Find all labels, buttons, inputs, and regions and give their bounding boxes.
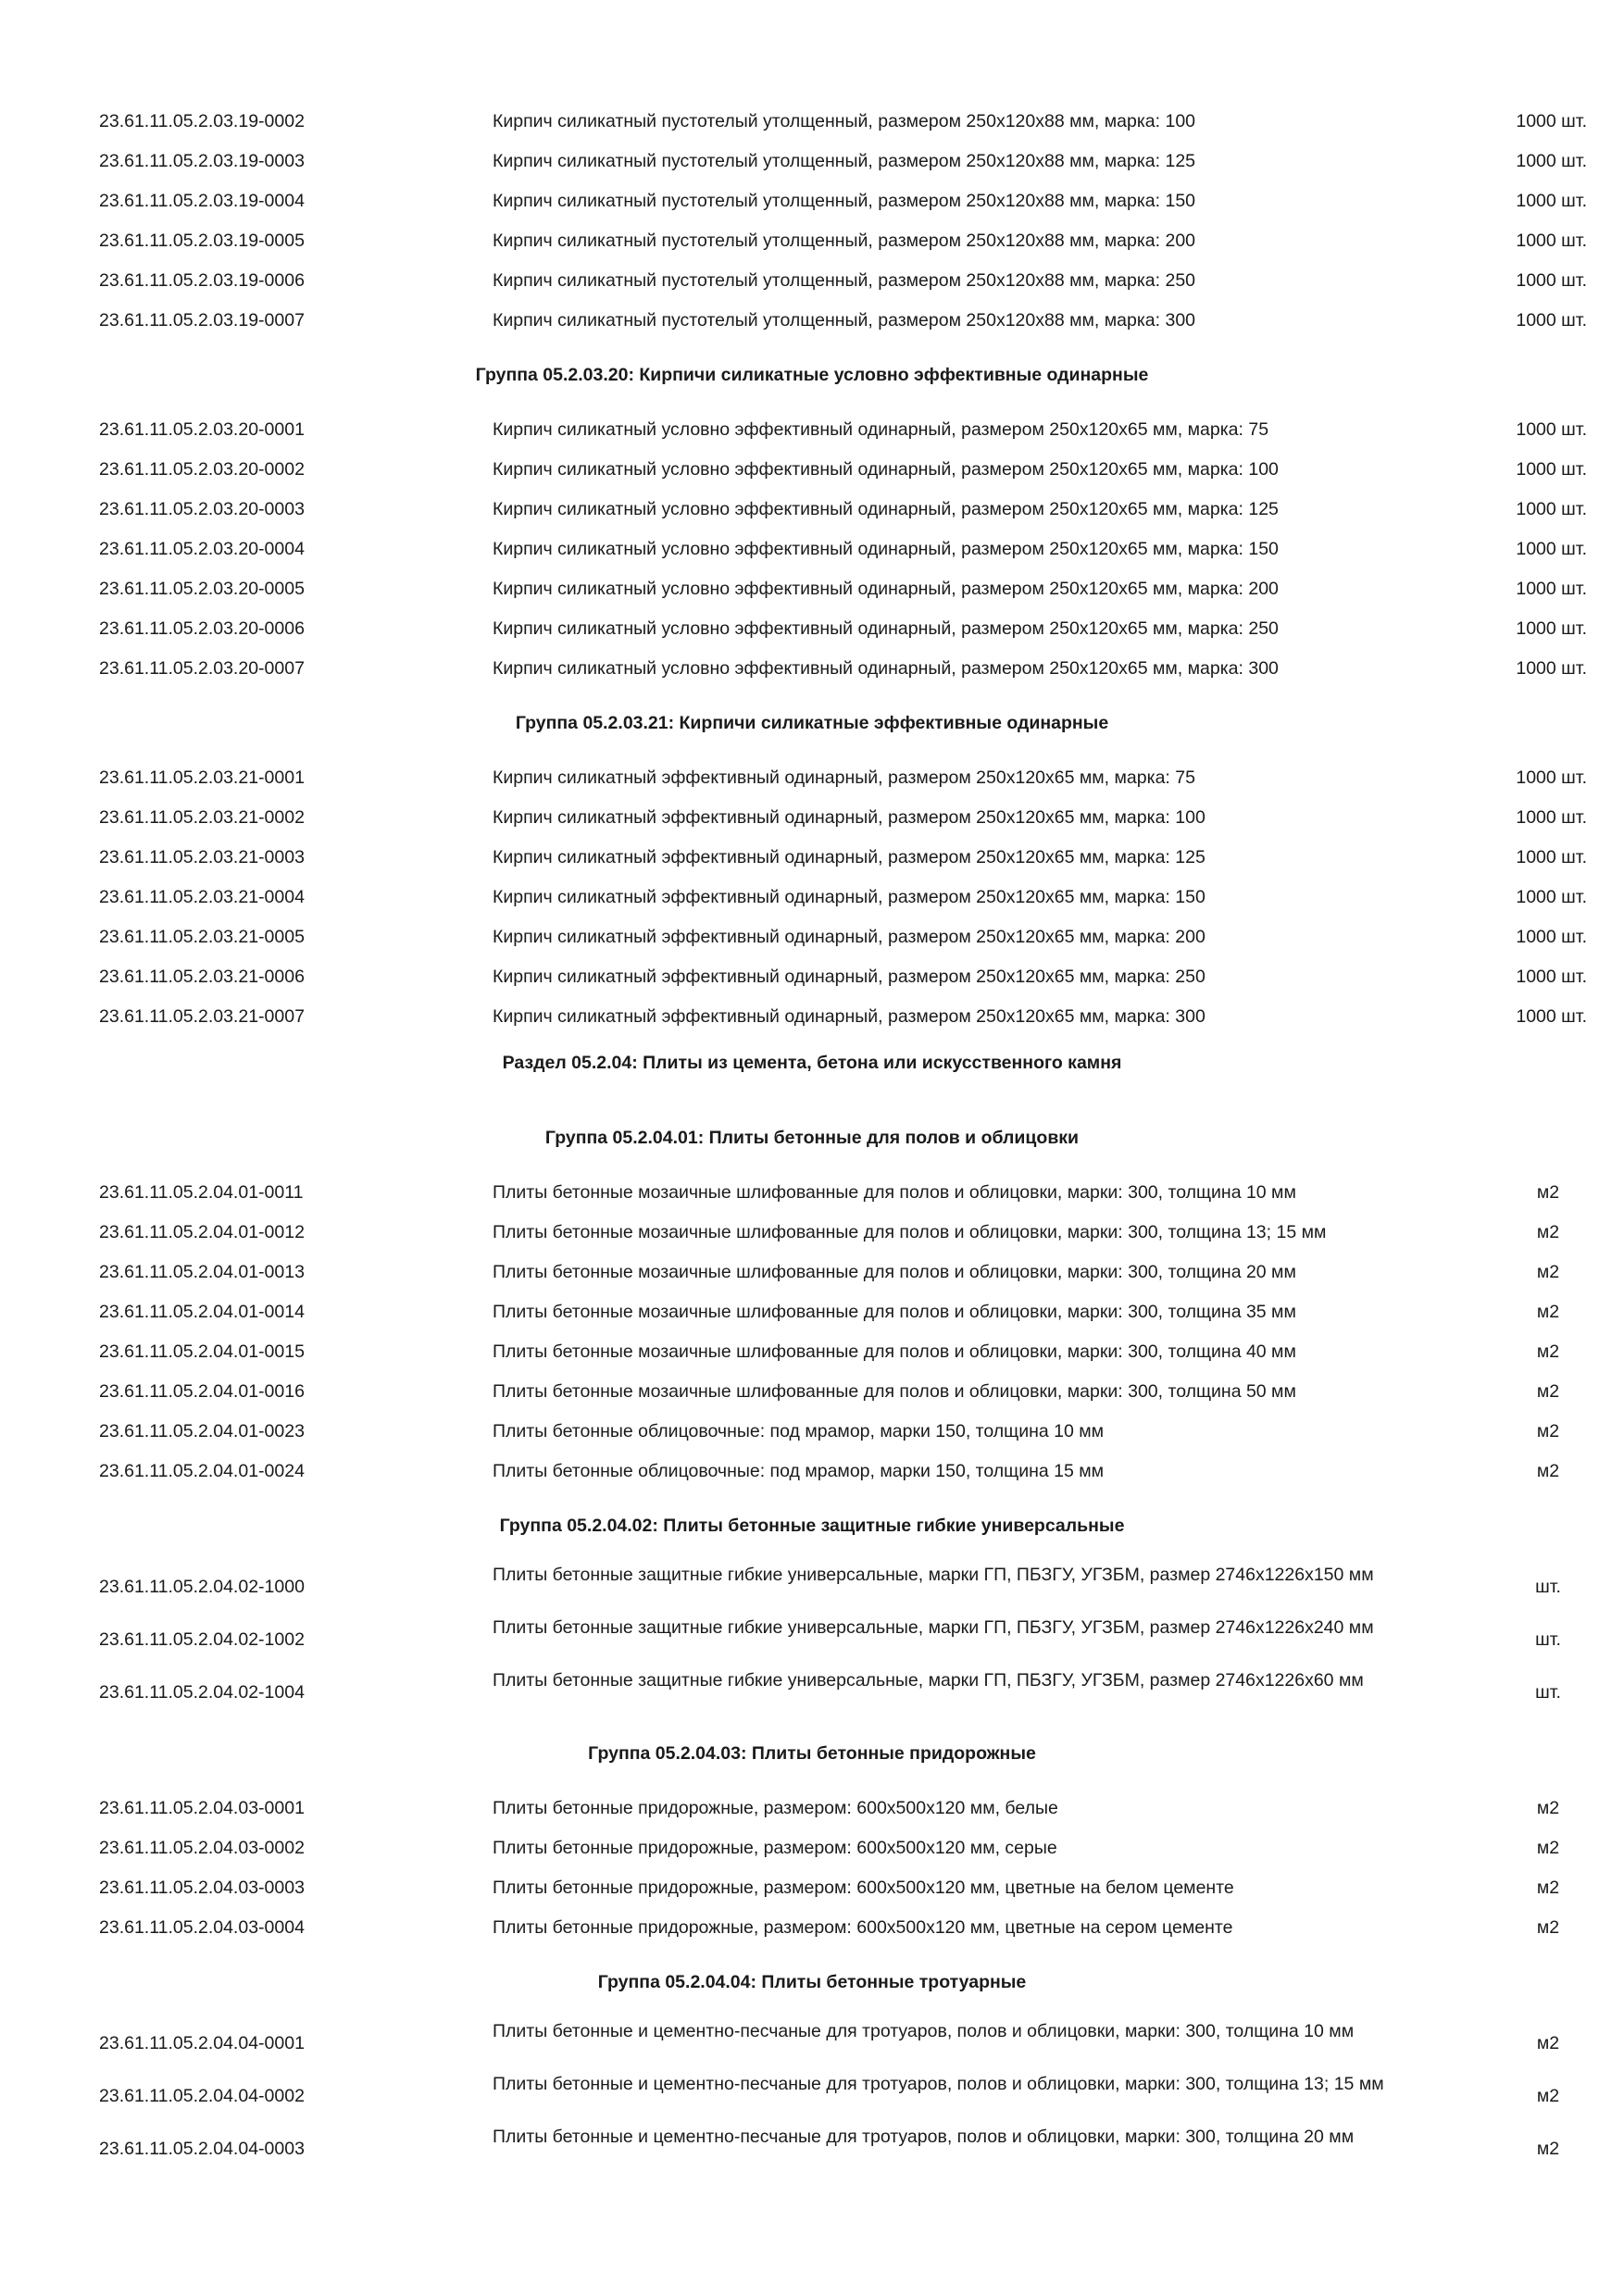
item-unit: 1000 шт. bbox=[1516, 658, 1587, 679]
item-code: 23.61.11.05.2.04.01-0016 bbox=[99, 1381, 305, 1402]
item-unit: 1000 шт. bbox=[1516, 618, 1587, 639]
item-unit: м2 bbox=[1536, 1421, 1560, 1441]
group-heading: Группа 05.2.04.02: Плиты бетонные защитные гибкие универсальные bbox=[499, 1516, 1125, 1536]
item-description: Кирпич силикатный эффективный одинарный, размером 250х120х65 мм, марка: 300 bbox=[493, 1006, 1206, 1027]
item-code: 23.61.11.05.2.03.20-0003 bbox=[99, 499, 305, 519]
section-heading: Раздел 05.2.04: Плиты из цемента, бетона или искусственного камня bbox=[502, 1053, 1122, 1073]
item-description: Плиты бетонные мозаичные шлифованные для полов и облицовки, марки: 300, толщина 10 мм bbox=[493, 1182, 1296, 1203]
item-code: 23.61.11.05.2.03.19-0002 bbox=[99, 111, 305, 131]
item-code: 23.61.11.05.2.03.20-0005 bbox=[99, 579, 305, 599]
table-row bbox=[0, 957, 1624, 997]
item-code: 23.61.11.05.2.03.21-0002 bbox=[99, 807, 305, 828]
item-unit: м2 bbox=[1536, 1341, 1560, 1362]
item-unit: м2 bbox=[1536, 1182, 1560, 1203]
group-heading: Группа 05.2.04.04: Плиты бетонные тротуарные bbox=[597, 1972, 1027, 1992]
item-code: 23.61.11.05.2.04.03-0004 bbox=[99, 1917, 305, 1938]
item-description: Кирпич силикатный условно эффективный одинарный, размером 250х120х65 мм, марка: 100 bbox=[493, 459, 1279, 480]
table-row bbox=[0, 1372, 1624, 1412]
group-heading: Группа 05.2.03.21: Кирпичи силикатные эффективные одинарные bbox=[515, 713, 1109, 733]
table-row bbox=[0, 649, 1624, 689]
table-row bbox=[0, 2123, 1624, 2176]
item-code: 23.61.11.05.2.03.21-0003 bbox=[99, 847, 305, 867]
item-unit: 1000 шт. bbox=[1516, 579, 1587, 599]
item-unit: 1000 шт. bbox=[1516, 270, 1587, 291]
item-code: 23.61.11.05.2.03.19-0003 bbox=[99, 151, 305, 171]
item-unit: 1000 шт. bbox=[1516, 927, 1587, 947]
item-description: Плиты бетонные мозаичные шлифованные для полов и облицовки, марки: 300, толщина 35 мм bbox=[493, 1302, 1296, 1322]
item-description: Плиты бетонные мозаичные шлифованные для полов и облицовки, марки: 300, толщина 40 мм bbox=[493, 1341, 1296, 1362]
item-unit: 1000 шт. bbox=[1516, 847, 1587, 867]
item-unit: м2 bbox=[1536, 1381, 1560, 1402]
item-description: Кирпич силикатный эффективный одинарный, размером 250х120х65 мм, марка: 250 bbox=[493, 967, 1206, 987]
item-description: Кирпич силикатный эффективный одинарный, размером 250х120х65 мм, марка: 200 bbox=[493, 927, 1206, 947]
item-code: 23.61.11.05.2.03.21-0006 bbox=[99, 967, 305, 987]
item-unit: 1000 шт. bbox=[1516, 111, 1587, 131]
table-row bbox=[0, 997, 1624, 1037]
table-row bbox=[0, 798, 1624, 838]
item-code: 23.61.11.05.2.04.04-0002 bbox=[99, 2086, 305, 2106]
item-description: Кирпич силикатный условно эффективный одинарный, размером 250х120х65 мм, марка: 200 bbox=[493, 579, 1279, 599]
item-unit: 1000 шт. bbox=[1516, 419, 1587, 440]
item-unit: 1000 шт. bbox=[1516, 499, 1587, 519]
item-unit: м2 bbox=[1536, 2086, 1560, 2106]
item-unit: 1000 шт. bbox=[1516, 967, 1587, 987]
item-unit: м2 bbox=[1536, 1222, 1560, 1242]
table-row bbox=[0, 758, 1624, 798]
table-row bbox=[0, 102, 1624, 142]
item-code: 23.61.11.05.2.04.01-0011 bbox=[99, 1182, 304, 1203]
item-code: 23.61.11.05.2.04.03-0002 bbox=[99, 1838, 305, 1858]
item-description: Плиты бетонные и цементно-песчаные для тротуаров, полов и облицовки, марки: 300, толщина 20 мм bbox=[493, 2127, 1355, 2147]
item-unit: м2 bbox=[1536, 1461, 1560, 1481]
item-unit: м2 bbox=[1536, 2033, 1560, 2053]
item-unit: шт. bbox=[1535, 1682, 1561, 1703]
item-description: Кирпич силикатный эффективный одинарный, размером 250х120х65 мм, марка: 150 bbox=[493, 887, 1206, 907]
item-unit: 1000 шт. bbox=[1516, 1006, 1587, 1027]
item-unit: 1000 шт. bbox=[1516, 887, 1587, 907]
document-page bbox=[0, 102, 1624, 2176]
item-description: Кирпич силикатный условно эффективный одинарный, размером 250х120х65 мм, марка: 250 bbox=[493, 618, 1279, 639]
item-code: 23.61.11.05.2.03.19-0005 bbox=[99, 231, 305, 251]
item-unit: шт. bbox=[1535, 1629, 1561, 1650]
table-row bbox=[0, 1292, 1624, 1332]
item-code: 23.61.11.05.2.04.02-1002 bbox=[99, 1629, 305, 1650]
group-heading: Группа 05.2.04.01: Плиты бетонные для полов и облицовки bbox=[544, 1128, 1080, 1148]
table-row bbox=[0, 2017, 1624, 2070]
item-description: Кирпич силикатный эффективный одинарный, размером 250х120х65 мм, марка: 75 bbox=[493, 767, 1195, 788]
table-row bbox=[0, 142, 1624, 181]
item-description: Плиты бетонные защитные гибкие универсальные, марки ГП, ПБЗГУ, УГЗБМ, размер 2746х1226х60 мм bbox=[493, 1670, 1364, 1691]
item-code: 23.61.11.05.2.03.20-0001 bbox=[99, 419, 305, 440]
item-code: 23.61.11.05.2.03.21-0001 bbox=[99, 767, 305, 788]
table-row bbox=[0, 2070, 1624, 2123]
item-code: 23.61.11.05.2.03.20-0006 bbox=[99, 618, 305, 639]
table-row bbox=[0, 609, 1624, 649]
item-description: Кирпич силикатный условно эффективный одинарный, размером 250х120х65 мм, марка: 300 bbox=[493, 658, 1279, 679]
item-unit: 1000 шт. bbox=[1516, 191, 1587, 211]
item-code: 23.61.11.05.2.04.01-0012 bbox=[99, 1222, 305, 1242]
item-unit: м2 bbox=[1536, 1302, 1560, 1322]
item-unit: шт. bbox=[1535, 1577, 1561, 1597]
item-unit: 1000 шт. bbox=[1516, 151, 1587, 171]
item-description: Плиты бетонные мозаичные шлифованные для полов и облицовки, марки: 300, толщина 13; 15 мм bbox=[493, 1222, 1327, 1242]
item-description: Плиты бетонные мозаичные шлифованные для полов и облицовки, марки: 300, толщина 50 мм bbox=[493, 1381, 1296, 1402]
table-row bbox=[0, 878, 1624, 917]
item-code: 23.61.11.05.2.03.21-0004 bbox=[99, 887, 305, 907]
item-code: 23.61.11.05.2.04.03-0001 bbox=[99, 1798, 305, 1818]
item-code: 23.61.11.05.2.04.02-1004 bbox=[99, 1682, 305, 1703]
item-description: Кирпич силикатный условно эффективный одинарный, размером 250х120х65 мм, марка: 75 bbox=[493, 419, 1269, 440]
item-description: Плиты бетонные облицовочные: под мрамор, марки 150, толщина 10 мм bbox=[493, 1421, 1105, 1441]
item-unit: 1000 шт. bbox=[1516, 539, 1587, 559]
table-row bbox=[0, 1868, 1624, 1908]
item-code: 23.61.11.05.2.04.03-0003 bbox=[99, 1878, 305, 1898]
item-code: 23.61.11.05.2.03.19-0006 bbox=[99, 270, 305, 291]
item-description: Кирпич силикатный условно эффективный одинарный, размером 250х120х65 мм, марка: 125 bbox=[493, 499, 1279, 519]
item-description: Кирпич силикатный пустотелый утолщенный, размером 250х120х88 мм, марка: 200 bbox=[493, 231, 1196, 251]
item-description: Кирпич силикатный пустотелый утолщенный, размером 250х120х88 мм, марка: 125 bbox=[493, 151, 1196, 171]
table-row bbox=[0, 1614, 1624, 1666]
item-description: Плиты бетонные мозаичные шлифованные для полов и облицовки, марки: 300, толщина 20 мм bbox=[493, 1262, 1296, 1282]
table-row bbox=[0, 221, 1624, 261]
table-row bbox=[0, 1561, 1624, 1614]
table-row bbox=[0, 917, 1624, 957]
table-row bbox=[0, 261, 1624, 301]
item-code: 23.61.11.05.2.03.21-0005 bbox=[99, 927, 305, 947]
item-description: Кирпич силикатный пустотелый утолщенный, размером 250х120х88 мм, марка: 100 bbox=[493, 111, 1196, 131]
item-description: Кирпич силикатный пустотелый утолщенный, размером 250х120х88 мм, марка: 300 bbox=[493, 310, 1196, 331]
table-row bbox=[0, 1908, 1624, 1948]
item-description: Плиты бетонные придорожные, размером: 600х500х120 мм, цветные на сером цементе bbox=[493, 1917, 1233, 1938]
item-description: Кирпич силикатный эффективный одинарный, размером 250х120х65 мм, марка: 100 bbox=[493, 807, 1206, 828]
item-description: Плиты бетонные и цементно-песчаные для тротуаров, полов и облицовки, марки: 300, толщина 10 мм bbox=[493, 2021, 1355, 2041]
item-code: 23.61.11.05.2.04.01-0024 bbox=[99, 1461, 305, 1481]
table-row bbox=[0, 569, 1624, 609]
item-code: 23.61.11.05.2.04.01-0014 bbox=[99, 1302, 305, 1322]
table-row bbox=[0, 1666, 1624, 1719]
table-row bbox=[0, 1452, 1624, 1491]
item-code: 23.61.11.05.2.04.01-0013 bbox=[99, 1262, 305, 1282]
item-description: Плиты бетонные придорожные, размером: 600х500х120 мм, белые bbox=[493, 1798, 1058, 1818]
table-row bbox=[0, 1253, 1624, 1292]
item-unit: 1000 шт. bbox=[1516, 459, 1587, 480]
item-unit: м2 bbox=[1536, 2139, 1560, 2159]
item-code: 23.61.11.05.2.03.20-0007 bbox=[99, 658, 305, 679]
item-description: Плиты бетонные и цементно-песчаные для тротуаров, полов и облицовки, марки: 300, толщина 13; 15 мм bbox=[493, 2074, 1384, 2094]
item-unit: 1000 шт. bbox=[1516, 807, 1587, 828]
item-unit: 1000 шт. bbox=[1516, 231, 1587, 251]
item-unit: м2 bbox=[1536, 1262, 1560, 1282]
table-row bbox=[0, 410, 1624, 450]
item-unit: м2 bbox=[1536, 1798, 1560, 1818]
table-row bbox=[0, 530, 1624, 569]
item-unit: м2 bbox=[1536, 1917, 1560, 1938]
table-row bbox=[0, 1789, 1624, 1828]
item-code: 23.61.11.05.2.04.04-0003 bbox=[99, 2139, 305, 2159]
table-row bbox=[0, 181, 1624, 221]
table-row bbox=[0, 1332, 1624, 1372]
table-row bbox=[0, 1412, 1624, 1452]
item-code: 23.61.11.05.2.04.02-1000 bbox=[99, 1577, 305, 1597]
item-description: Плиты бетонные облицовочные: под мрамор, марки 150, толщина 15 мм bbox=[493, 1461, 1105, 1481]
item-code: 23.61.11.05.2.03.20-0002 bbox=[99, 459, 305, 480]
item-unit: 1000 шт. bbox=[1516, 310, 1587, 331]
item-description: Плиты бетонные придорожные, размером: 600х500х120 мм, цветные на белом цементе bbox=[493, 1878, 1234, 1898]
table-row bbox=[0, 490, 1624, 530]
group-heading: Группа 05.2.04.03: Плиты бетонные придорожные bbox=[588, 1743, 1036, 1764]
table-row bbox=[0, 1213, 1624, 1253]
item-description: Кирпич силикатный пустотелый утолщенный, размером 250х120х88 мм, марка: 150 bbox=[493, 191, 1196, 211]
item-code: 23.61.11.05.2.03.19-0004 bbox=[99, 191, 305, 211]
item-description: Плиты бетонные защитные гибкие универсальные, марки ГП, ПБЗГУ, УГЗБМ, размер 2746х1226х240 мм bbox=[493, 1617, 1374, 1638]
item-description: Плиты бетонные придорожные, размером: 600х500х120 мм, серые bbox=[493, 1838, 1057, 1858]
item-unit: м2 bbox=[1536, 1878, 1560, 1898]
item-unit: 1000 шт. bbox=[1516, 767, 1587, 788]
group-heading: Группа 05.2.03.20: Кирпичи силикатные условно эффективные одинарные bbox=[475, 365, 1149, 385]
table-row bbox=[0, 1173, 1624, 1213]
table-row bbox=[0, 301, 1624, 341]
item-code: 23.61.11.05.2.04.01-0023 bbox=[99, 1421, 305, 1441]
table-row bbox=[0, 450, 1624, 490]
item-code: 23.61.11.05.2.04.01-0015 bbox=[99, 1341, 305, 1362]
table-row bbox=[0, 838, 1624, 878]
item-unit: м2 bbox=[1536, 1838, 1560, 1858]
item-description: Кирпич силикатный условно эффективный одинарный, размером 250х120х65 мм, марка: 150 bbox=[493, 539, 1279, 559]
item-code: 23.61.11.05.2.03.21-0007 bbox=[99, 1006, 305, 1027]
item-description: Кирпич силикатный эффективный одинарный, размером 250х120х65 мм, марка: 125 bbox=[493, 847, 1206, 867]
item-code: 23.61.11.05.2.04.04-0001 bbox=[99, 2033, 305, 2053]
item-code: 23.61.11.05.2.03.20-0004 bbox=[99, 539, 305, 559]
item-description: Плиты бетонные защитные гибкие универсальные, марки ГП, ПБЗГУ, УГЗБМ, размер 2746х1226х150 мм bbox=[493, 1565, 1374, 1585]
item-code: 23.61.11.05.2.03.19-0007 bbox=[99, 310, 305, 331]
item-description: Кирпич силикатный пустотелый утолщенный, размером 250х120х88 мм, марка: 250 bbox=[493, 270, 1196, 291]
table-row bbox=[0, 1828, 1624, 1868]
